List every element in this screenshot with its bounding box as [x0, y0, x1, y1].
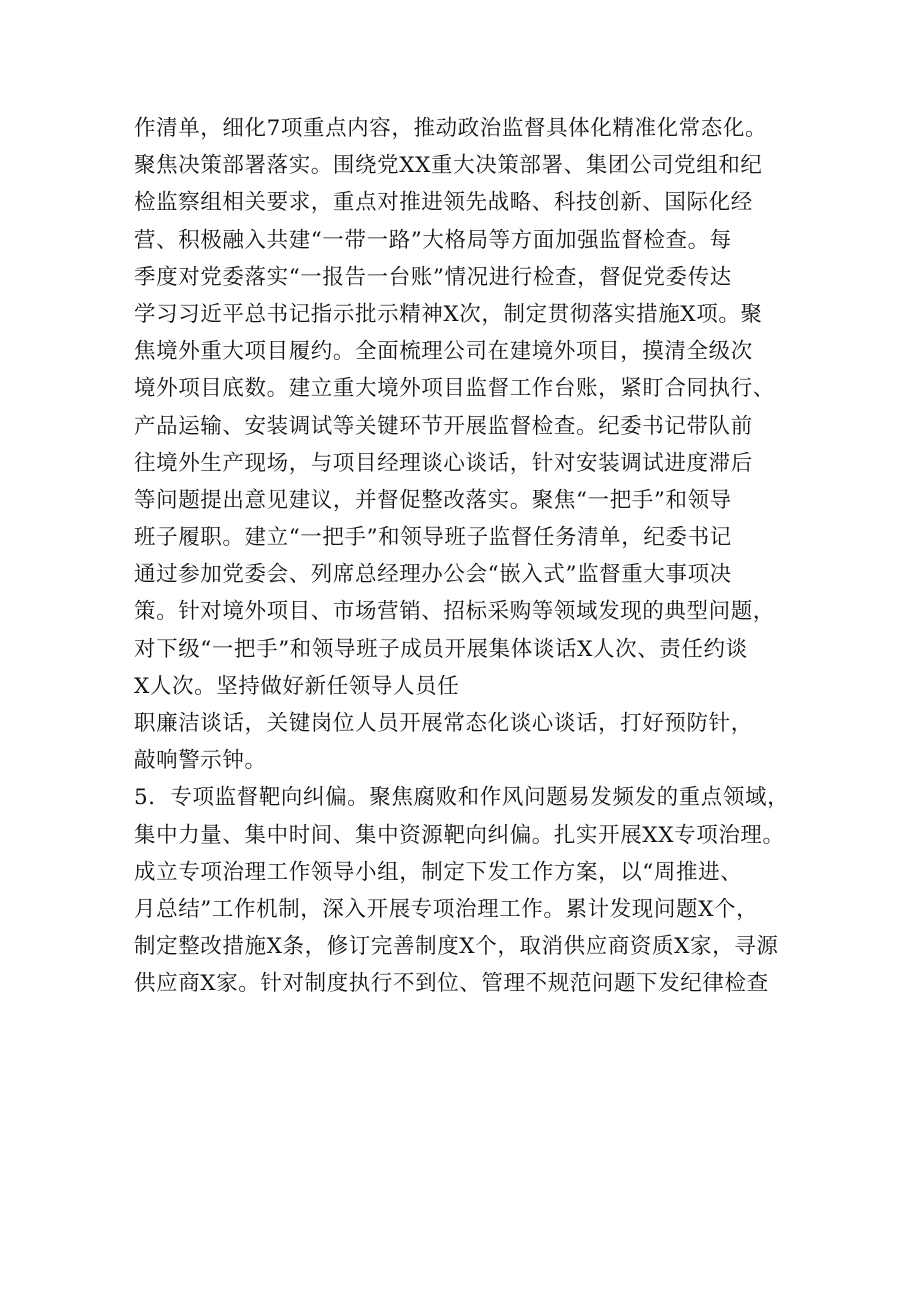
text-line: 成立专项治理工作领导小组，制定下发工作方案，以“周推进、: [134, 859, 743, 885]
text-line: 产品运输、安装调试等关键环节开展监督检查。纪委书记带队前: [134, 413, 753, 439]
text-line: 通过参加党委会、列席总经理办公会“嵌入式”监督重大事项决: [134, 562, 732, 588]
text-line: 作清单，细化7项重点内容，推动政治监督具体化精准化常态化。: [134, 116, 768, 141]
text-line: 等问题提出意见建议，并督促整改落实。聚焦“一把手”和领导: [134, 487, 732, 513]
text-line: 季度对党委落实“一报告一台账”情况进行检查，督促党委传达: [134, 264, 732, 290]
text-line: 敲响警示钟。: [134, 748, 267, 774]
text-line: 策。针对境外项目、市场营销、招标采购等领域发现的典型问题，: [134, 599, 775, 625]
text-line: 检监察组相关要求，重点对推进领先战略、科技创新、国际化经: [134, 190, 753, 216]
text-line: 月总结”工作机制，深入开展专项治理工作。累计发现问题X个，: [134, 896, 759, 922]
body-text: [134, 110, 804, 1003]
text-line: 境外项目底数。建立重大境外项目监督工作台账，紧盯合同执行、: [134, 376, 775, 402]
text-line: 班子履职。建立“一把手”和领导班子监督任务清单，纪委书记: [134, 525, 732, 551]
section-heading-line: 5．专项监督靶向纠偏。聚焦腐败和作风问题易发频发的重点领域，: [134, 785, 790, 811]
text-line: 聚焦决策部署落实。围绕党XX重大决策部署、集团公司党组和纪: [134, 153, 763, 179]
text-line: 往境外生产现场，与项目经理谈心谈话，针对安装调试进度滞后: [134, 450, 753, 476]
text-line: 焦境外重大项目履约。全面梳理公司在建境外项目，摸清全级次: [134, 339, 753, 365]
text-line: 学习习近平总书记指示批示精神X次，制定贯彻落实措施X项。聚: [134, 301, 763, 327]
text-line: 对下级“一把手”和领导班子成员开展集体谈话X人次、责任约谈: [134, 636, 748, 662]
text-line: 营、积极融入共建“一带一路”大格局等方面加强监督检查。每: [134, 227, 732, 253]
text-line: X人次。坚持做好新任领导人员任: [134, 673, 460, 699]
text-line: 供应商X家。针对制度执行不到位、管理不规范问题下发纪律检查: [134, 971, 769, 997]
text-line: 职廉洁谈话，关键岗位人员开展常态化谈心谈话，打好预防针，: [134, 711, 753, 736]
text-line: 集中力量、集中时间、集中资源靶向纠偏。扎实开展XX专项治理。: [134, 822, 785, 848]
text-line: 制定整改措施X条，修订完善制度X个，取消供应商资质X家，寻源: [134, 934, 779, 960]
